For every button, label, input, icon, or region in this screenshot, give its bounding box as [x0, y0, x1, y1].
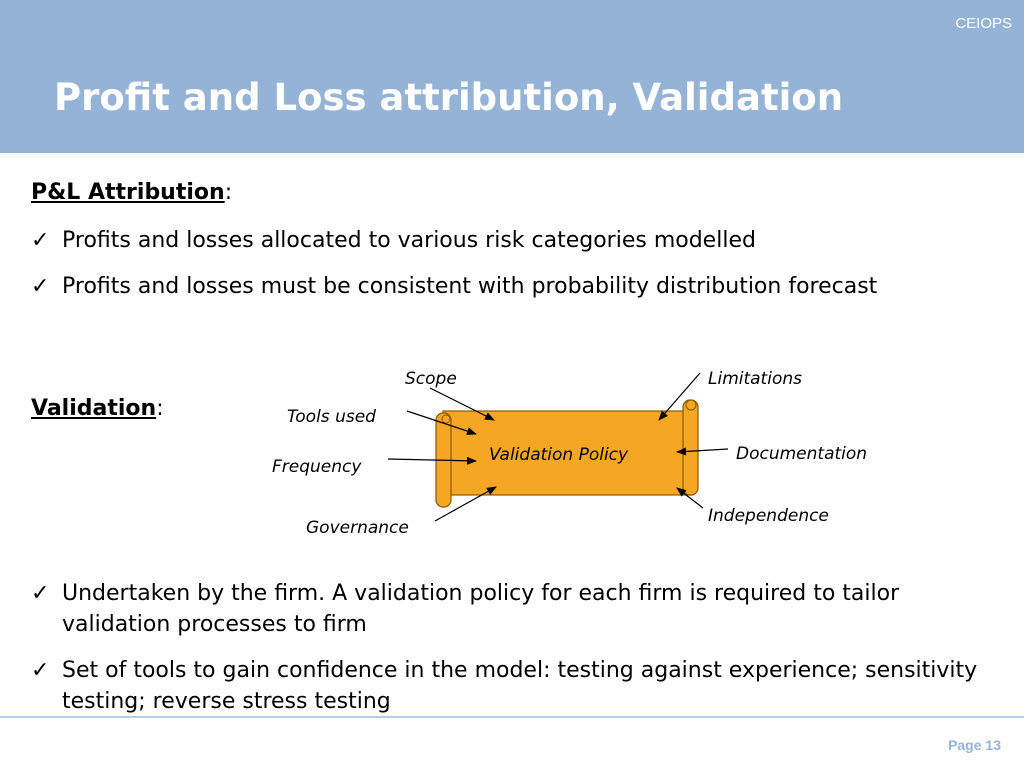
label-documentation: Documentation: [736, 444, 868, 464]
label-frequency: Frequency: [272, 457, 362, 477]
label-scope: Scope: [405, 369, 457, 389]
checkmark-icon: ✓: [31, 581, 50, 606]
bullet-text: Profits and losses allocated to various risk categories modelled: [62, 228, 756, 253]
label-governance: Governance: [306, 518, 409, 538]
bullet-text: Set of tools to gain confidence in the model: testing against experience; sensitivity testing; reverse stress testing: [62, 658, 978, 714]
validation-policy-label: Validation Policy: [489, 445, 629, 465]
heading-colon: :: [224, 180, 233, 205]
bullet-item: [31, 655, 991, 717]
brand-label: CEIOPS: [955, 15, 1012, 32]
label-tools-used: Tools used: [287, 407, 376, 427]
bullet-text: Profits and losses must be consistent with probability distribution forecast: [62, 274, 878, 299]
heading-colon: :: [156, 396, 164, 421]
checkmark-icon: ✓: [31, 228, 50, 253]
bullet-item: [31, 578, 991, 640]
pl-attribution-heading-text: P&L Attribution: [31, 180, 225, 205]
page-number: Page 13: [948, 737, 1001, 753]
slide-title: Profit and Loss attribution, Validation: [54, 76, 844, 119]
checkmark-icon: ✓: [31, 658, 50, 683]
validation-heading-text: Validation: [31, 396, 157, 421]
label-independence: Independence: [708, 506, 829, 526]
footer-divider: [0, 716, 1024, 718]
bullet-text: Undertaken by the firm. A validation policy for each firm is required to tailor validation processes to firm: [62, 581, 900, 637]
label-limitations: Limitations: [708, 369, 802, 389]
checkmark-icon: ✓: [31, 274, 50, 299]
